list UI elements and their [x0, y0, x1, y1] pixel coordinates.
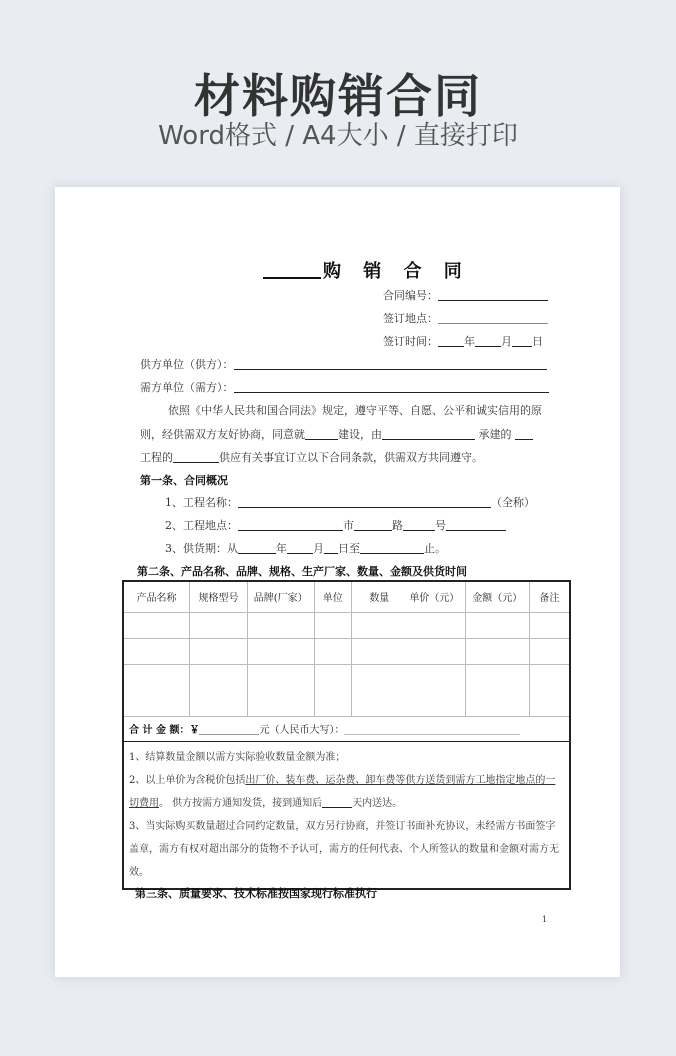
total-row: [123, 716, 570, 741]
total-in-words-field[interactable]: [344, 724, 520, 735]
note-2: 2、以上单价为含税价包括出厂价、装车费、运杂费、卸车费等供方送货到需方工地指定地点的一切费用。 供方按需方通知发货，接到通知后 天内送达。: [129, 774, 556, 809]
city-field[interactable]: [354, 519, 392, 531]
page-number: 1: [542, 915, 548, 924]
from-year-field[interactable]: [238, 542, 276, 554]
project-name-row: 1、工程名称： （全称）: [165, 496, 535, 509]
col-header-qty-price: [352, 581, 466, 612]
work-field[interactable]: [515, 428, 533, 440]
sign-month-field[interactable]: [475, 335, 501, 347]
project-location-row: 2、工程地点： 市 路 号: [165, 519, 506, 533]
cell[interactable]: [190, 664, 248, 716]
sign-day-field[interactable]: [512, 335, 532, 347]
cell[interactable]: [529, 664, 570, 716]
table-row: [123, 638, 570, 664]
note-3: 3、当实际购买数量超过合同约定数量，双方另行协商，并签订书面补充协议，未经需方书面签字盖章，需方有权对超出部分的货物不予认可，需方的任何代表、个人所签认的数量和金额对需方无效。: [129, 820, 559, 878]
goods-table: [122, 580, 571, 890]
delivery-days-field[interactable]: [322, 797, 352, 808]
col-header-remarks: 备注: [529, 581, 570, 612]
buyer-row: 需方单位（需方）：: [140, 381, 549, 395]
total-amount-field[interactable]: [199, 724, 259, 735]
total-label: 合 计 金 额：￥: [129, 725, 200, 736]
document-title: 购 销 合 同: [263, 257, 470, 283]
cell[interactable]: [123, 612, 190, 638]
table-row: [123, 612, 570, 638]
banner-title: 材料购销合同: [194, 69, 482, 123]
cell[interactable]: [352, 664, 466, 716]
notes-cell: [123, 741, 570, 889]
cell[interactable]: [529, 638, 570, 664]
supplier-field[interactable]: [234, 358, 547, 370]
col-header-brand: 品牌(厂家）: [247, 581, 314, 612]
col-header-quantity: 数量: [369, 593, 390, 605]
preamble-line-1: 依照《中华人民共和国合同法》规定，遵守平等、自愿、公平和诚实信用的原: [168, 404, 542, 417]
cell[interactable]: [123, 664, 190, 716]
buyer-field[interactable]: [234, 381, 549, 393]
sign-year-field[interactable]: [438, 335, 464, 347]
contract-no-field[interactable]: [438, 289, 548, 301]
table-row: [123, 664, 570, 716]
cell[interactable]: [247, 638, 314, 664]
project-name-field[interactable]: [238, 496, 491, 508]
cell[interactable]: [529, 612, 570, 638]
supplier-row: 供方单位（供方）：: [140, 358, 547, 372]
sign-place-row: 签订地点：: [383, 312, 548, 326]
from-month-field[interactable]: [287, 542, 313, 554]
col-header-amount: 金额（元）: [465, 581, 529, 612]
material-field[interactable]: [173, 451, 219, 463]
contract-no-row: 合同编号：: [383, 289, 548, 303]
cell[interactable]: [465, 638, 529, 664]
cell[interactable]: [190, 638, 248, 664]
sign-place-field[interactable]: [438, 312, 548, 324]
article-3-heading: 第三条、质量要求、技术标准按国家现行标准执行: [135, 887, 377, 900]
banner-subtitle: Word格式 / A4大小 / 直接打印: [158, 121, 518, 151]
title-blank[interactable]: [263, 259, 321, 279]
contractor-field[interactable]: [382, 428, 475, 440]
article-1-heading: 第一条、合同概况: [140, 474, 228, 487]
cell[interactable]: [123, 638, 190, 664]
cell[interactable]: [314, 664, 352, 716]
notes-row: [123, 741, 570, 889]
col-header-unit-price: 单价（元）: [409, 593, 460, 605]
preamble-line-2: 则，经供需双方友好协商，同意就 建设，由 承建的: [140, 428, 533, 442]
cell[interactable]: [352, 612, 466, 638]
total-unit-label: 元（人民币大写）：: [259, 725, 345, 736]
supply-period-row: 3、供货期：从 年 月 日至 止。: [165, 542, 446, 555]
col-header-product-name: 产品名称: [123, 581, 190, 612]
sign-time-row: 签订时间： 年 月 日: [383, 335, 543, 348]
cell[interactable]: [352, 638, 466, 664]
project-field[interactable]: [305, 428, 338, 440]
table-header-row: [123, 581, 570, 612]
to-date-field[interactable]: [360, 542, 424, 554]
article-2-heading: 第二条、产品名称、品牌、规格、生产厂家、数量、金额及供货时间: [137, 565, 467, 578]
cell[interactable]: [247, 664, 314, 716]
note-1: 1、结算数量金额以需方实际验收数量金额为准；: [129, 751, 346, 763]
document-page: [55, 187, 620, 977]
from-day-field[interactable]: [324, 542, 338, 554]
cell[interactable]: [465, 612, 529, 638]
cell[interactable]: [465, 664, 529, 716]
preamble-line-3: 工程的 供应有关事宜订立以下合同条款，供需双方共同遵守。: [140, 451, 483, 464]
col-header-unit: 单位: [314, 581, 352, 612]
cell[interactable]: [314, 612, 352, 638]
cell[interactable]: [247, 612, 314, 638]
location-field[interactable]: [238, 519, 343, 531]
total-cell: [123, 716, 570, 741]
cell[interactable]: [190, 612, 248, 638]
road-field[interactable]: [403, 519, 435, 531]
col-header-spec: 规格型号: [190, 581, 248, 612]
number-field[interactable]: [446, 519, 506, 531]
cell[interactable]: [314, 638, 352, 664]
